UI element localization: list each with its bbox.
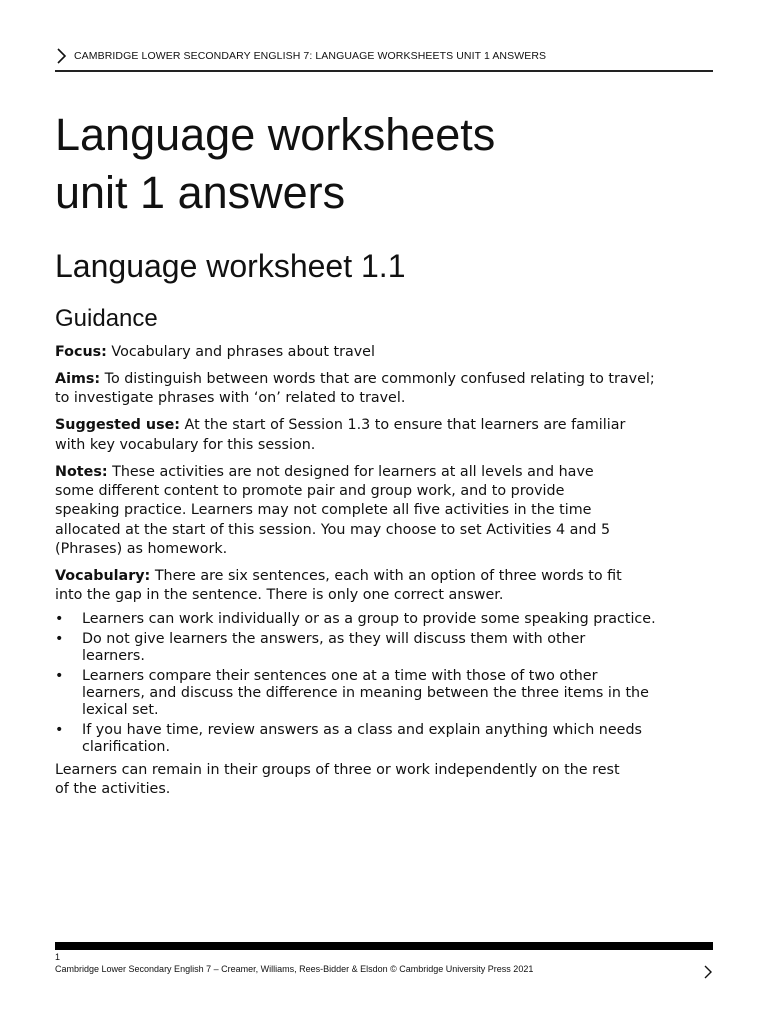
suggested-use-paragraph [55, 416, 715, 455]
list-item-text: Learners compare their sentences one at a time with those of two other [82, 667, 598, 684]
notes-label: Notes: [55, 463, 108, 480]
guidance-content [55, 343, 715, 807]
list-item-text: lexical set. [82, 702, 159, 719]
aims-paragraph [55, 370, 715, 409]
section-heading: Language worksheet 1.1 [55, 248, 406, 284]
list-item-text: learners, and discuss the difference in meaning between the three items in the [82, 685, 649, 701]
bullet-icon: • [55, 611, 64, 628]
bullet-icon: • [55, 630, 64, 647]
aims-text-1: To distinguish between words that are commonly confused relating to travel; [100, 370, 655, 387]
focus-text: Vocabulary and phrases about travel [106, 344, 375, 360]
footer-credit: Cambridge Lower Secondary English 7 – Creamer, Williams, Rees-Bidder & Elsdon © Cambridge University Press 2021 [55, 964, 534, 974]
notes-text-1: These activities are not designed for learners at all levels and have [107, 463, 594, 480]
header-title: CAMBRIDGE LOWER SECONDARY ENGLISH 7: LANGUAGE WORKSHEETS UNIT 1 ANSWERS [74, 50, 547, 62]
list-item [55, 722, 715, 757]
list-item-text: If you have time, review answers as a class and explain anything which needs [82, 721, 642, 738]
notes-text-5: (Phrases) as homework. [55, 541, 228, 558]
bullet-icon: • [55, 721, 64, 738]
subsection-heading: Guidance [55, 305, 158, 332]
aims-text-2: to investigate phrases with ‘on’ related to travel. [55, 390, 406, 407]
vocabulary-text-2: into the gap in the sentence. There is only one correct answer. [55, 587, 504, 604]
suggested-use-text-1: At the start of Session 1.3 to ensure that learners are familiar [180, 417, 626, 434]
vocabulary-label: Vocabulary: [55, 568, 151, 585]
chevron-right-icon [703, 965, 713, 979]
guidance-bullet-list [55, 611, 715, 756]
closing-text-1: Learners can remain in their groups of three or work independently on the rest [55, 761, 620, 778]
bullet-icon: • [55, 667, 64, 684]
notes-text-3: speaking practice. Learners may not complete all five activities in the time [55, 502, 592, 519]
focus-paragraph [55, 343, 715, 362]
chevron-right-icon [55, 48, 69, 64]
running-header [55, 44, 713, 72]
page-number: 1 [55, 952, 61, 962]
suggested-use-text-2: with key vocabulary for this session. [55, 436, 316, 453]
closing-paragraph [55, 761, 715, 800]
page-title [55, 106, 495, 222]
aims-label: Aims: [55, 370, 101, 387]
list-item-text: Do not give learners the answers, as they will discuss them with other [82, 630, 586, 647]
list-item-text: Learners can work individually or as a group to provide some speaking practice. [82, 611, 656, 628]
notes-text-2: some different content to promote pair and group work, and to provide [55, 482, 565, 499]
list-item [55, 668, 715, 720]
vocabulary-text-1: There are six sentences, each with an option of three words to fit [150, 568, 622, 585]
footer-divider [55, 942, 713, 950]
suggested-use-label: Suggested use: [55, 417, 180, 434]
closing-text-2: of the activities. [55, 781, 171, 798]
vocabulary-paragraph [55, 567, 715, 606]
notes-paragraph [55, 463, 715, 560]
focus-label: Focus: [55, 344, 107, 360]
list-item-text: learners. [82, 648, 145, 665]
list-item [55, 611, 715, 628]
list-item-text: clarification. [82, 739, 171, 756]
page-title-line-1: Language worksheets [55, 109, 496, 160]
page-title-line-2: unit 1 answers [55, 167, 346, 218]
list-item [55, 631, 715, 666]
notes-text-4: allocated at the start of this session. You may choose to set Activities 4 and 5 [55, 521, 611, 538]
